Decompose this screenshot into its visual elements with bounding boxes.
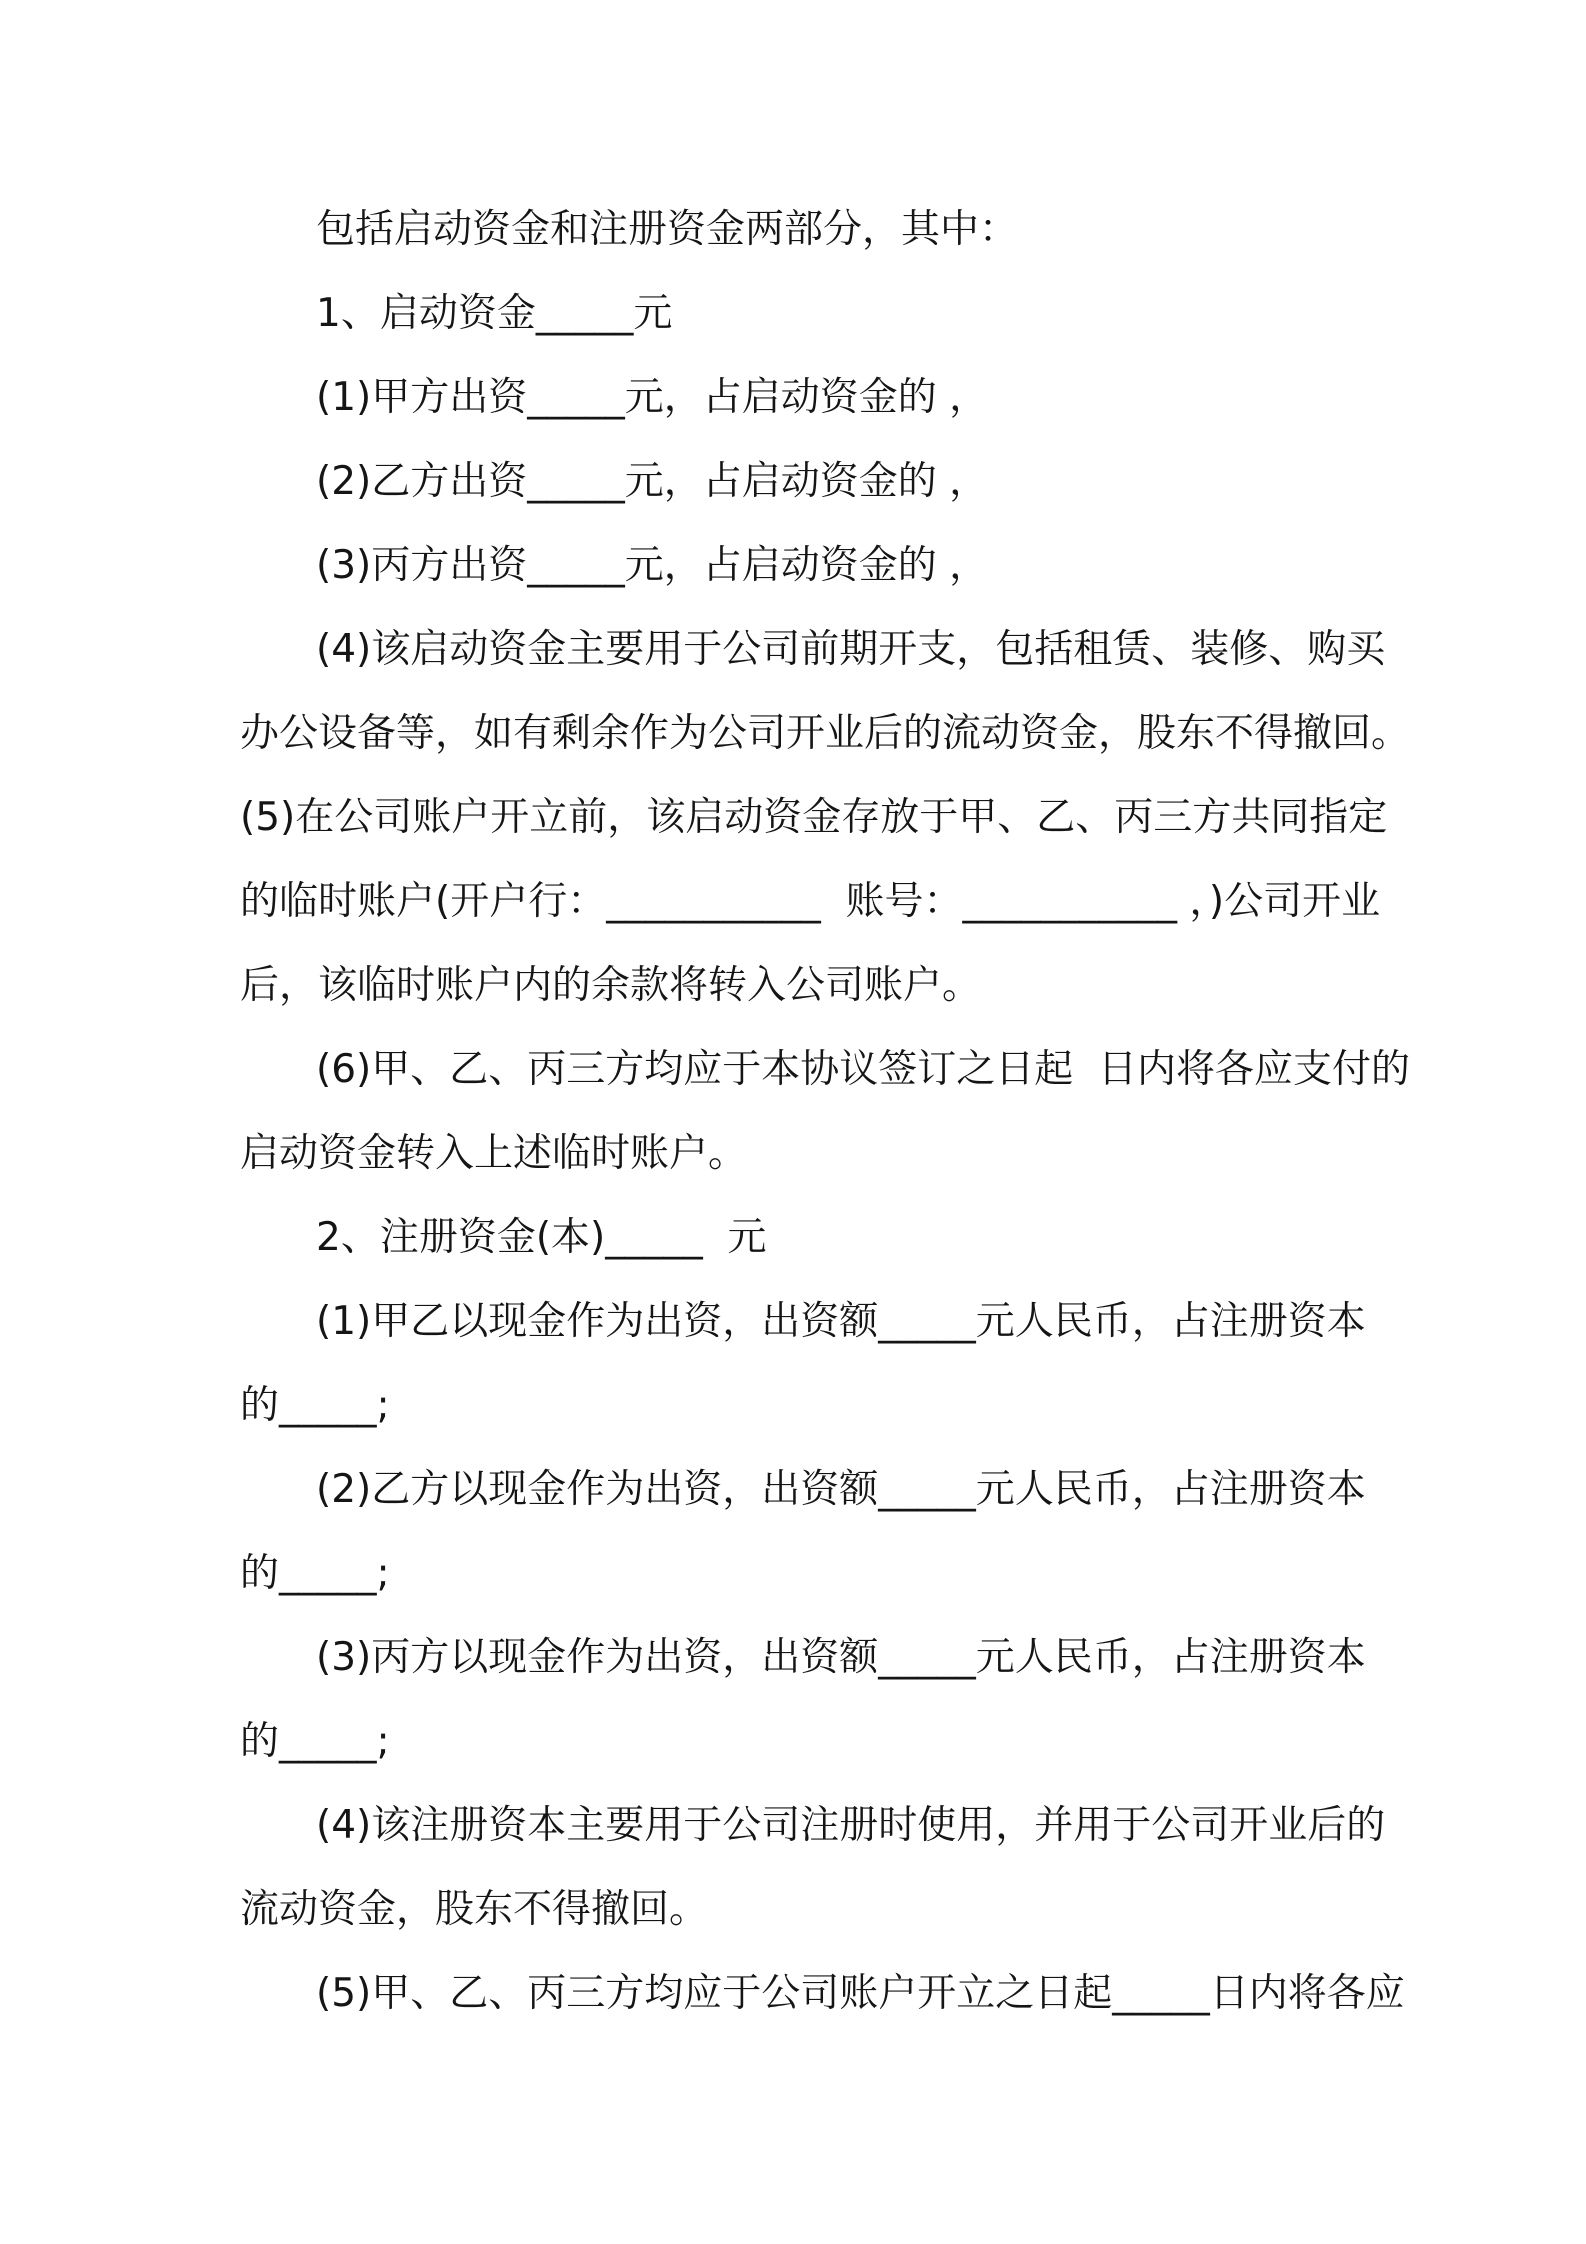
startup-capital-heading: 1、启动资金_____元 [316,291,673,336]
startup-party-b-line: (2)乙方出资_____元，占启动资金的 ， [316,459,989,504]
temp-account-line-1: (5)在公司账户开立前，该启动资金存放于甲、乙、丙三方共同指定 [240,795,1388,840]
registered-deadline-line: (5)甲、乙、丙三方均应于公司账户开立之日起_____日内将各应 [316,1971,1405,2016]
registered-use-line-2: 流动资金，股东不得撤回。 [240,1887,709,1932]
startup-party-a-line: (1)甲方出资_____元，占启动资金的 ， [316,375,989,420]
transfer-deadline-line-2: 启动资金转入上述临时账户。 [240,1131,748,1176]
transfer-deadline-line-1: (6)甲、乙、丙三方均应于本协议签订之日起 日内将各应支付的 [316,1047,1411,1092]
registered-party-a-line-1: (1)甲乙以现金作为出资，出资额_____元人民币，占注册资本 [316,1299,1366,1344]
temp-account-line-2: 的临时账户(开户行：___________ 账号：___________ ，)公司开业 [240,879,1381,924]
registered-party-b-line-2: 的_____; [240,1551,390,1596]
startup-use-line-2: 办公设备等，如有剩余作为公司开业后的流动资金，股东不得撤回。 [240,711,1411,756]
registered-party-c-line-2: 的_____; [240,1719,390,1764]
registered-capital-heading: 2、注册资金(本)_____ 元 [316,1215,767,1260]
registered-party-c-line-1: (3)丙方以现金作为出资，出资额_____元人民币，占注册资本 [316,1635,1366,1680]
startup-use-line-1: (4)该启动资金主要用于公司前期开支，包括租赁、装修、购买 [316,627,1386,672]
temp-account-line-3: 后，该临时账户内的余款将转入公司账户。 [240,963,982,1008]
startup-party-c-line: (3)丙方出资_____元，占启动资金的 ， [316,543,989,588]
paragraph-intro: 包括启动资金和注册资金两部分，其中： [316,207,1019,252]
registered-party-b-line-1: (2)乙方以现金作为出资，出资额_____元人民币，占注册资本 [316,1467,1366,1512]
registered-party-a-line-2: 的_____; [240,1383,390,1428]
registered-use-line-1: (4)该注册资本主要用于公司注册时使用，并用于公司开业后的 [316,1803,1386,1848]
